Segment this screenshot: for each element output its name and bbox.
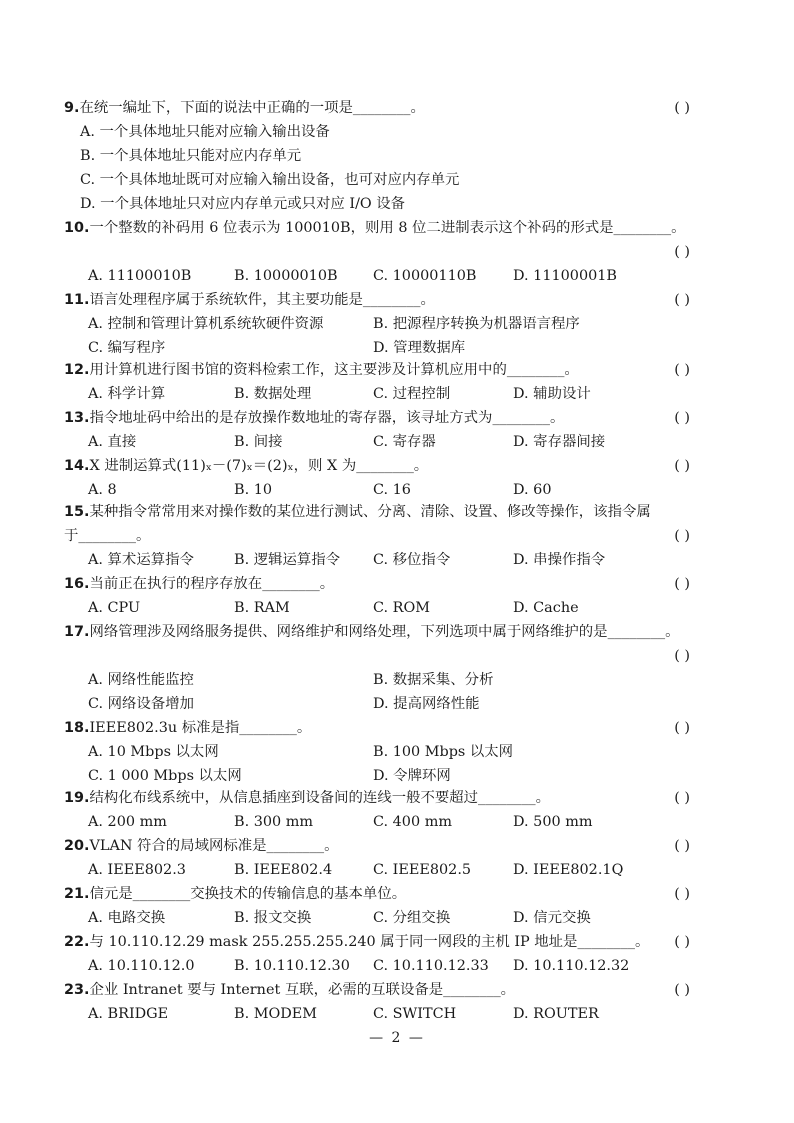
question-text: 用计算机进行图书馆的资料检索工作，这主要涉及计算机应用中的________。 [89,362,579,378]
option-d: D. 信元交换 [513,910,591,926]
option-c: C. 一个具体地址既可对应输入输出设备，也可对应内存单元 [80,172,460,188]
option-row [64,120,700,144]
question-stem [64,620,700,644]
option-row [64,692,700,716]
option-d: D. 寄存器间接 [513,434,606,450]
option-a: A. 10 Mbps 以太网 [88,744,219,760]
option-d: D. 10.110.12.32 [513,958,630,974]
option-b: B. 数据处理 [234,386,312,402]
question-22 [64,930,700,978]
option-b: B. 间接 [234,434,283,450]
option-d: D. Cache [513,600,579,616]
option-row [64,336,700,360]
question-text: IEEE802.3u 标准是指________。 [89,720,312,736]
question-number: 19. [64,790,90,806]
question-stem [64,930,700,954]
option-b: B. 10 [234,482,273,498]
option-row [64,168,700,192]
question-text-continued: 于________。 [64,528,151,544]
option-d: D. 辅助设计 [513,386,591,402]
question-11 [64,288,700,360]
option-d: D. 500 mm [513,814,593,830]
option-c: C. 寄存器 [373,434,436,450]
question-stem [64,406,700,430]
option-d: D. 令牌环网 [373,768,451,784]
option-row [64,192,700,216]
question-14 [64,454,700,502]
option-row [64,312,700,336]
question-number: 15. [64,504,90,520]
option-d: D. 11100001B [513,268,617,284]
option-b: B. IEEE802.4 [234,862,333,878]
question-number: 23. [64,982,90,998]
option-a: A. 算术运算指令 [88,552,194,568]
option-b: B. 300 mm [234,814,314,830]
question-number: 9. [64,100,80,116]
option-a: A. CPU [88,600,141,616]
question-19 [64,786,700,834]
option-c: C. 移位指令 [373,552,451,568]
option-c: C. ROM [373,600,431,616]
option-b: B. 100 Mbps 以太网 [373,744,514,760]
question-text: 指令地址码中给出的是存放操作数地址的寄存器，该寻址方式为________。 [89,410,565,426]
question-text: 企业 Intranet 要与 Internet 互联，必需的互联设备是________。 [89,982,516,998]
option-c: C. 10.110.12.33 [373,958,489,974]
question-stem [64,288,700,312]
option-a: A. 控制和管理计算机系统软硬件资源 [88,316,324,332]
question-number: 11. [64,292,90,308]
page-number: — 2 — [369,1030,425,1046]
question-text: X 进制运算式(11)ₓ－(7)ₓ＝(2)ₓ，则 X 为________。 [89,458,429,474]
question-stem [64,96,700,120]
question-18 [64,716,700,788]
option-c: C. 16 [373,482,411,498]
question-20 [64,834,700,882]
option-b: B. 10000010B [234,268,338,284]
option-d: D. 提高网络性能 [373,696,480,712]
question-number: 12. [64,362,90,378]
option-row [64,144,700,168]
answer-blank[interactable]: ( ) [674,292,690,308]
answer-blank[interactable]: ( ) [674,982,690,998]
option-b: B. 逻辑运算指令 [234,552,341,568]
option-a: A. BRIDGE [88,1006,169,1022]
option-c: C. 网络设备增加 [88,696,194,712]
question-number: 16. [64,576,90,592]
question-15 [64,500,700,572]
option-d: D. IEEE802.1Q [513,862,624,878]
option-row [64,478,700,502]
option-c: C. SWITCH [373,1006,457,1022]
question-13 [64,406,700,454]
option-row [64,906,700,930]
option-b: B. 数据采集、分析 [373,672,494,688]
question-stem [64,978,700,1002]
question-stem [64,882,700,906]
question-text: 某种指令常常用来对操作数的某位进行测试、分离、清除、设置、修改等操作，该指令属 [89,504,651,520]
option-row [64,810,700,834]
option-c: C. 编写程序 [88,340,166,356]
answer-line [64,644,700,668]
option-row [64,548,700,572]
question-number: 14. [64,458,90,474]
question-23 [64,978,700,1026]
option-a: A. 网络性能监控 [88,672,194,688]
option-c: C. 过程控制 [373,386,451,402]
question-10 [64,216,700,288]
answer-blank[interactable]: ( ) [674,934,690,950]
answer-blank[interactable]: ( ) [674,886,690,902]
option-a: A. 电路交换 [88,910,166,926]
option-row [64,668,700,692]
question-number: 20. [64,838,90,854]
question-17 [64,620,700,716]
option-c: C. 分组交换 [373,910,451,926]
question-9 [64,96,700,216]
question-number: 22. [64,934,90,950]
question-text: 与 10.110.12.29 mask 255.255.255.240 属于同一网段的主机 IP 地址是________。 [89,934,650,950]
option-row [64,1002,700,1026]
question-text: 一个整数的补码用 6 位表示为 100010B，则用 8 位二进制表示这个补码的形式是________。 [89,220,686,236]
option-a: A. 一个具体地址只能对应输入输出设备 [80,124,330,140]
answer-blank[interactable]: ( ) [674,648,690,664]
answer-blank[interactable]: ( ) [674,528,690,544]
option-b: B. 把源程序转换为机器语言程序 [373,316,580,332]
question-stem [64,716,700,740]
answer-blank[interactable]: ( ) [674,838,690,854]
option-d: D. 60 [513,482,552,498]
question-text: 信元是________交换技术的传输信息的基本单位。 [89,886,407,902]
question-stem [64,454,700,478]
answer-blank[interactable]: ( ) [674,362,690,378]
option-b: B. 报文交换 [234,910,312,926]
answer-blank[interactable]: ( ) [674,100,690,116]
question-number: 13. [64,410,90,426]
option-row [64,430,700,454]
question-number: 17. [64,624,90,640]
question-stem [64,500,700,524]
question-stem-continued [64,524,700,548]
option-c: C. 10000110B [373,268,477,284]
option-a: A. 200 mm [88,814,167,830]
option-row [64,596,700,620]
option-c: C. 400 mm [373,814,452,830]
question-stem [64,572,700,596]
question-21 [64,882,700,930]
option-d: D. 一个具体地址只对应内存单元或只对应 I/O 设备 [80,196,406,212]
option-a: A. 11100010B [88,268,192,284]
question-text: 当前正在执行的程序存放在________。 [89,576,335,592]
question-16 [64,572,700,620]
question-stem [64,834,700,858]
question-text: 语言处理程序属于系统软件，其主要功能是________。 [89,292,435,308]
question-text: 在统一编址下，下面的说法中正确的一项是________。 [79,100,425,116]
option-row [64,382,700,406]
option-a: A. 8 [88,482,117,498]
option-a: A. IEEE802.3 [88,862,186,878]
option-a: A. 10.110.12.0 [88,958,195,974]
question-stem [64,786,700,810]
option-a: A. 科学计算 [88,386,166,402]
question-text: VLAN 符合的局域网标准是________。 [89,838,339,854]
option-b: B. 一个具体地址只能对应内存单元 [80,148,302,164]
answer-blank[interactable]: ( ) [674,576,690,592]
question-number: 21. [64,886,90,902]
option-d: D. 串操作指令 [513,552,606,568]
answer-blank[interactable]: ( ) [674,458,690,474]
option-c: C. IEEE802.5 [373,862,472,878]
answer-blank[interactable]: ( ) [674,244,690,260]
option-c: C. 1 000 Mbps 以太网 [88,768,242,784]
option-row [64,264,700,288]
option-b: B. MODEM [234,1006,318,1022]
question-12 [64,358,700,406]
option-d: D. ROUTER [513,1006,599,1022]
question-number: 18. [64,720,90,736]
answer-blank[interactable]: ( ) [674,790,690,806]
answer-blank[interactable]: ( ) [674,410,690,426]
answer-line [64,240,700,264]
option-row [64,740,700,764]
option-b: B. 10.110.12.30 [234,958,350,974]
question-stem [64,216,700,240]
option-row [64,954,700,978]
question-text: 网络管理涉及网络服务提供、网络维护和网络处理，下列选项中属于网络维护的是________。 [89,624,680,640]
answer-blank[interactable]: ( ) [674,720,690,736]
option-a: A. 直接 [88,434,137,450]
option-b: B. RAM [234,600,290,616]
question-text: 结构化布线系统中，从信息插座到设备间的连线一般不要超过________。 [89,790,551,806]
option-row [64,764,700,788]
option-d: D. 管理数据库 [373,340,466,356]
question-stem [64,358,700,382]
question-number: 10. [64,220,90,236]
option-row [64,858,700,882]
